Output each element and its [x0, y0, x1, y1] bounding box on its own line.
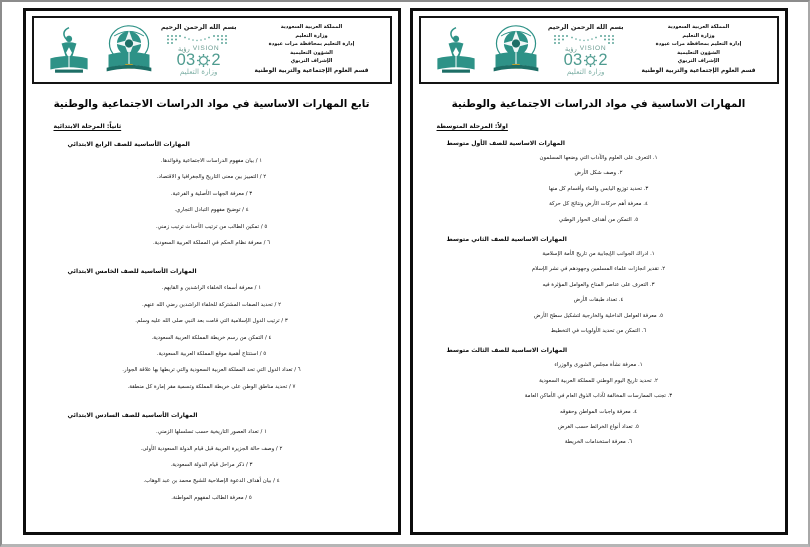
skills-list [46, 430, 378, 501]
org-line: وزارة التعليم [682, 32, 715, 39]
school-emblem-icon [428, 23, 484, 77]
vision-label-en: VISION [192, 45, 220, 53]
list-item: ١. معرفة نشأة مجلس الشورى والوزراء [554, 362, 643, 369]
list-item: ٢ / تحديد الصفات المشتركة للخلفاء الراشدين رضي الله عنهم. [142, 301, 281, 308]
skills-list [46, 286, 378, 390]
page-body-right [32, 84, 392, 526]
education-administration-emblem-icon [101, 23, 157, 77]
organization-block-left [624, 20, 774, 80]
list-item: ١ / تعداد العصور التاريخية حسب تسلسلها الزمني. [156, 429, 267, 436]
grade-block-grade2-intermediate [433, 236, 765, 334]
org-line: الإشراف التربوي [290, 58, 333, 65]
vision-2030-logo [549, 33, 623, 74]
basmala-and-vision-left [548, 20, 624, 80]
list-item: ٣ / معرفة الجهات الأصلية و الفرعية. [170, 190, 253, 197]
document-page-left [410, 8, 788, 535]
org-line: إدارة التعليم بمحافظة مرات عيودة [655, 41, 742, 48]
skills-list [433, 363, 765, 445]
list-item: ٣. تجنب الممارسات المخالفة لآداب الذوق العام في الأماكن العامة [524, 393, 673, 400]
grade-block-grade3-intermediate [433, 347, 765, 445]
list-item: ٦ / تعداد الدول التي تحد المملكة العربية السعودية والتي تربطها بها علاقة الجوار. [122, 367, 301, 374]
vision-label-en: VISION [579, 45, 607, 53]
list-item: ٢. تحديد تاريخ اليوم الوطني للمملكة العربية السعودية [539, 377, 658, 384]
school-emblem-icon [41, 23, 97, 77]
page-title-left: المهارات الاساسية في مواد الدراسات الاجتماعية والوطنية [451, 98, 746, 110]
letterhead-left [419, 16, 779, 84]
skills-list [433, 252, 765, 334]
skills-list [46, 159, 378, 246]
org-line: المملكة العربية السعودية [667, 24, 730, 31]
list-item: ٧ / تحديد مناطق الوطن على خريطة المملكة وتسمية مقر إمارة كل منطقة. [127, 383, 296, 390]
skills-list [433, 156, 765, 223]
list-item: ٢. تقدير انجازات علماء المسلمين وجهودهم في نشر الإسلام [531, 266, 666, 273]
basmala-text: بسم الله الرحمن الرحيم [160, 23, 237, 32]
vision-year: 2 3 0 [563, 50, 608, 69]
org-line: إدارة التعليم بمحافظة مرات عيودة [268, 41, 355, 48]
list-item: ٤ / بيان أهداف الدعوة الإصلاحية للشيخ محمد بن عبد الوهاب. [143, 478, 280, 485]
basmala-text: بسم الله الرحمن الرحيم [547, 23, 624, 32]
org-line: وزارة التعليم [295, 32, 328, 39]
grade-heading: المهارات الاساسية للصف الثاني متوسط [446, 235, 567, 243]
list-item: ١ / بيان مفهوم الدراسات الاجتماعية وفوائدها. [160, 157, 263, 164]
list-item: ٤ / التمكن من رسم خريطة المملكة العربية السعودية. [151, 334, 272, 341]
list-item: ٥ / تمكين الطالب من ترتيب الأحداث ترتيب زمني. [155, 223, 268, 230]
vision-year: 2 3 0 [176, 50, 221, 69]
grade-heading: المهارات الاساسية للصف الثالث متوسط [446, 347, 568, 355]
list-item: ٥. تعداد أنواع الخرائط حسب الغرض [558, 423, 639, 430]
stage-heading-right: ثانياً: المرحلة الابتدائية [53, 122, 122, 130]
page-body-left [419, 84, 779, 526]
grade-heading: المهارات الأساسية للصف الرابع الابتدائي [67, 140, 190, 148]
list-item: ٦ / معرفة نظام الحكم في المملكة العربية السعودية. [152, 239, 271, 246]
stage-heading-left: اولاً: المرحلة المتوسطة [436, 122, 508, 130]
emblems-left [422, 20, 548, 80]
grade-heading: المهارات الأساسية للصف الخامس الابتدائي [67, 268, 197, 276]
vision-label-ar: رؤية [565, 45, 577, 54]
page-title-right: تابع المهارات الاساسية في مواد الدراسات الاجتماعية والوطنية [53, 98, 370, 110]
emblems-right [35, 20, 161, 80]
list-item: ٥ / معرفة الطالب لمفهوم المواطنة. [171, 494, 252, 501]
letterhead-right [32, 16, 392, 84]
grade-block-grade1-intermediate [433, 140, 765, 223]
list-item: ٢. وصف شكل الأرض [574, 170, 623, 177]
gear-icon [583, 53, 598, 68]
list-item: ٢ / وصف حالة الجزيرة العربية قبل قيام الدولة السعودية الأولى. [140, 445, 283, 452]
org-line-department: قسم العلوم الإجتماعية والتربية الوطنية [641, 67, 756, 74]
basmala-and-vision-right [161, 20, 237, 80]
vision-2030-logo [162, 33, 236, 74]
list-item: ٥. التمكن من أهداف الحوار الوطني [558, 216, 639, 223]
list-item: ٦. معرفة استخدامات الخريطة [564, 439, 633, 446]
org-line: المملكة العربية السعودية [280, 24, 343, 31]
list-item: ٣ / ذكر مراحل قيام الدولة السعودية. [170, 461, 253, 468]
org-line: الشؤون التعليمية [677, 49, 720, 56]
list-item: ٤ / توضيح مفهوم التبادل التجاري. [174, 207, 249, 214]
list-item: ٤. معرفة واجبات المواطن وحقوقه [559, 408, 638, 415]
org-line-department: قسم العلوم الإجتماعية والتربية الوطنية [254, 67, 369, 74]
grade-block-grade5 [46, 268, 378, 390]
list-item: ١. التعرف على العلوم والآداب التي وضعها المسلمون [539, 154, 658, 161]
org-line: الإشراف التربوي [677, 58, 720, 65]
education-administration-emblem-icon [488, 23, 544, 77]
list-item: ٣ / ترتيب الدول الإسلامية التي قامت بعد النبي صلى الله عليه وسلم. [135, 318, 288, 325]
grade-block-grade4 [46, 141, 378, 246]
organization-block-right [237, 20, 387, 80]
grade-heading: المهارات الاساسية للصف الأول متوسط [446, 139, 565, 147]
grade-block-grade6 [46, 412, 378, 501]
gear-icon [196, 53, 211, 68]
list-item: ٤. معرفة أهم حركات الأرض ونتائج كل حركة [549, 201, 648, 208]
org-line: الشؤون التعليمية [290, 49, 333, 56]
ministry-label: وزارة التعليم [566, 66, 605, 76]
list-item: ٥ / استنتاج أهمية موقع المملكة العربية السعودية. [156, 350, 267, 357]
list-item: ٦. التمكن من تحديد الأولويات في التخطيط [550, 327, 647, 334]
list-item: ٢ / التمييز بين معنى التاريخ والجغرافيا و الاقتصاد. [156, 174, 267, 181]
grade-heading: المهارات الأساسية للصف السادس الابتدائي [67, 412, 198, 420]
document-page-right [23, 8, 401, 535]
list-item: ٣. تحديد توزيع اليابس والماء وأقسام كل منها [548, 185, 649, 192]
ministry-label: وزارة التعليم [179, 66, 218, 76]
list-item: ١. ادراك الجوانب الإيجابية من تاريخ الأمة الإسلامية [542, 250, 655, 257]
list-item: ٣. التعرف على عناصر المناخ والعوامل المؤثرة فيه [542, 281, 655, 288]
list-item: ٥. معرفة العوامل الداخلية والخارجية لتشكيل سطح الأرض [533, 312, 664, 319]
vision-label-ar: رؤية [178, 45, 190, 54]
list-item: ١ / معرفة أسماء الخلفاء الراشدين و القابهم. [161, 285, 262, 292]
list-item: ٤. تعداد طبقات الأرض [573, 297, 624, 304]
